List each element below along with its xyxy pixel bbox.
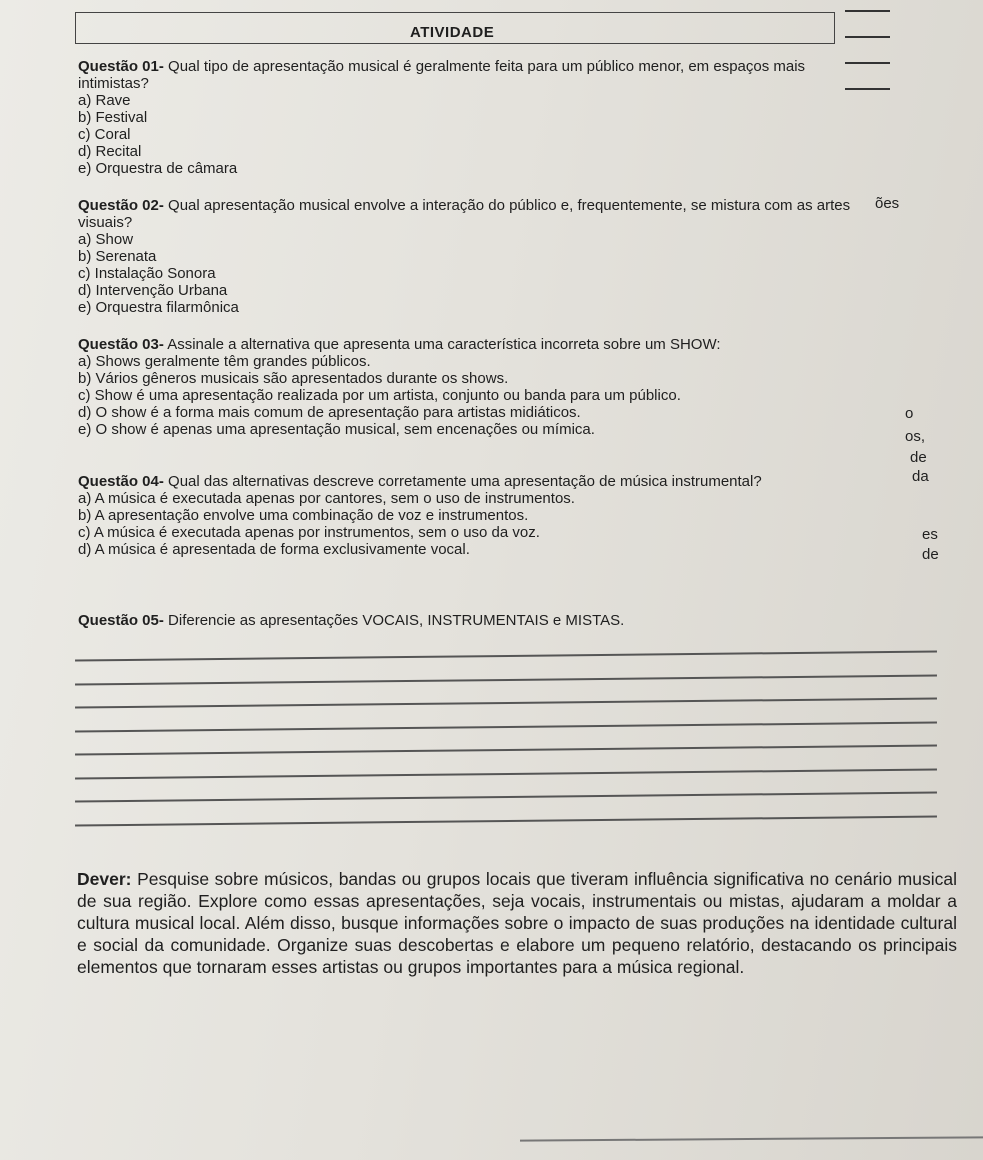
question-2-option-b: b) Serenata [78,248,157,265]
question-4 [78,473,818,558]
question-1-option-e: e) Orquestra de câmara [78,160,238,177]
question-1-option-d: d) Recital [78,143,142,160]
question-2-option-e: e) Orquestra filarmônica [78,299,239,316]
margin-fragment: de [922,546,939,563]
question-5 [78,612,868,629]
question-4-option-b: b) A apresentação envolve uma combinação de voz e instrumentos. [78,507,529,524]
question-4-option-a: a) A música é executada apenas por cantores, sem o uso de instrumentos. [78,490,575,507]
margin-fragment: da [912,468,929,485]
question-1-option-a: a) Rave [78,92,131,109]
question-3-option-a: a) Shows geralmente têm grandes públicos. [78,353,371,370]
homework-paragraph: Dever: Pesquise sobre músicos, bandas ou grupos locais que tiveram influência significativa no cenário musical de sua região. Explore como essas apresentações, seja vocais, instrumentais ou mistas, ajudaram a moldar a cultura musical local. Além disso, busque informações sobre o impacto de suas produções na identidade cultural e social da comunidade. Organize suas descobertas e elabore um pequeno relatório, destacando os principais elementos que tornaram esses artistas ou grupos importantes para a música regional. [77,868,957,977]
question-3-prompt: Questão 03- Assinale a alternativa que apresenta uma característica incorreta sobre um SHOW: [78,336,721,353]
margin-fragment: o [905,405,914,422]
margin-fragment: de [910,449,927,466]
question-3-option-c: c) Show é uma apresentação realizada por um artista, conjunto ou banda para um público. [78,387,681,404]
question-3 [78,336,868,438]
question-1 [78,58,868,177]
question-4-option-d: d) A música é apresentada de forma exclusivamente vocal. [78,541,470,558]
margin-fragment: ões [875,195,900,212]
question-1-option-c: c) Coral [78,126,131,143]
question-2-option-d: d) Intervenção Urbana [78,282,228,299]
question-4-prompt: Questão 04- Qual das alternativas descreve corretamente uma apresentação de música instrumental? [78,473,762,490]
question-2-option-a: a) Show [78,231,134,248]
question-1-prompt: Questão 01- Qual tipo de apresentação musical é geralmente feita para um público menor, em espaços mais intimistas? [78,58,806,92]
answer-lines [75,655,937,843]
question-2-option-c: c) Instalação Sonora [78,265,216,282]
question-3-option-d: d) O show é a forma mais comum de apresentação para artistas midiáticos. [78,404,581,421]
margin-fragment: os, [905,428,926,445]
question-3-option-b: b) Vários gêneros musicais são apresentados durante os shows. [78,370,509,387]
question-5-prompt: Questão 05- Diferencie as apresentações VOCAIS, INSTRUMENTAIS e MISTAS. [78,612,625,629]
question-2 [78,197,868,316]
question-4-option-c: c) A música é executada apenas por instrumentos, sem o uso da voz. [78,524,540,541]
bottom-divider [520,1136,983,1141]
question-3-option-e: e) O show é apenas uma apresentação musical, sem encenações ou mímica. [78,421,595,438]
margin-fragment: es [922,526,938,543]
page-title: ATIVIDADE [410,24,495,41]
question-1-option-b: b) Festival [78,109,148,126]
question-2-prompt: Questão 02- Qual apresentação musical envolve a interação do público e, frequentemente, se mistura com as artes visuais? [78,197,851,231]
